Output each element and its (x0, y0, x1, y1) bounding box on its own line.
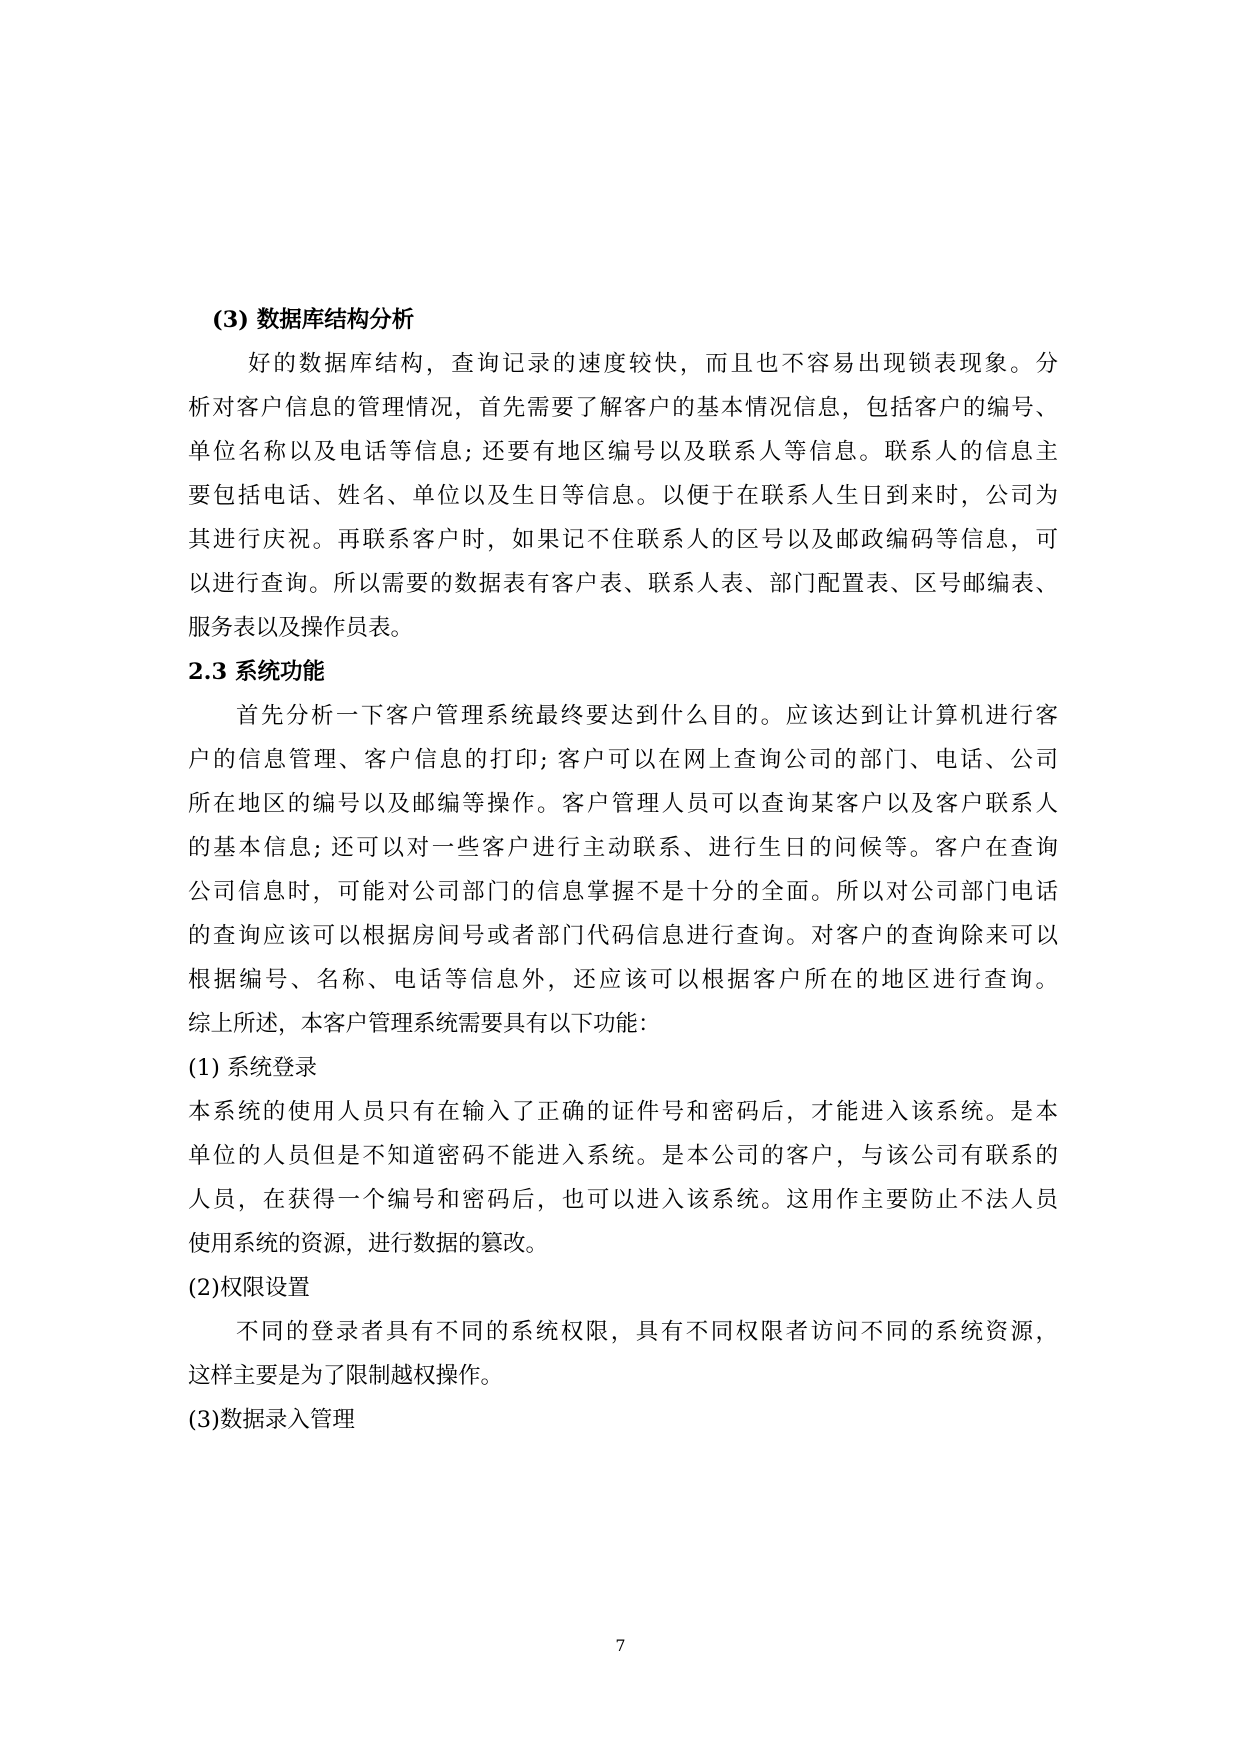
paragraph-line: 好的数据库结构，查询记录的速度较快，而且也不容易出现锁表现象。分 (248, 351, 1058, 377)
paragraph-line: 服务表以及操作员表。 (188, 615, 414, 641)
paragraph-line: 的基本信息; 还可以对一些客户进行主动联系、进行生日的问候等。客户在查询 (188, 835, 1058, 861)
paragraph-line: 其进行庆祝。再联系客户时，如果记不住联系人的区号以及邮政编码等信息，可 (188, 527, 1058, 553)
list-item-heading-login: (1) 系统登录 (188, 1055, 318, 1081)
paragraph-line: 要包括电话、姓名、单位以及生日等信息。以便于在联系人生日到来时，公司为 (188, 483, 1058, 509)
paragraph-line: 以进行查询。所以需要的数据表有客户表、联系人表、部门配置表、区号邮编表、 (188, 571, 1058, 597)
paragraph-line: 综上所述，本客户管理系统需要具有以下功能： (188, 1011, 661, 1037)
paragraph-line: 单位名称以及电话等信息; 还要有地区编号以及联系人等信息。联系人的信息主 (188, 439, 1058, 465)
paragraph-line: 的查询应该可以根据房间号或者部门代码信息进行查询。对客户的查询除来可以 (188, 923, 1058, 949)
paragraph-line: 单位的人员但是不知道密码不能进入系统。是本公司的客户，与该公司有联系的 (188, 1143, 1058, 1169)
list-item-heading-permissions: (2)权限设置 (188, 1275, 310, 1301)
paragraph-line: 不同的登录者具有不同的系统权限，具有不同权限者访问不同的系统资源， (236, 1319, 1058, 1345)
paragraph-line: 这样主要是为了限制越权操作。 (188, 1363, 504, 1389)
paragraph-line: 所在地区的编号以及邮编等操作。客户管理人员可以查询某客户以及客户联系人 (188, 791, 1058, 817)
paragraph-line: 户的信息管理、客户信息的打印; 客户可以在网上查询公司的部门、电话、公司 (188, 747, 1058, 773)
paragraph-line: 使用系统的资源，进行数据的篡改。 (188, 1231, 549, 1257)
paragraph-line: 人员，在获得一个编号和密码后，也可以进入该系统。这用作主要防止不法人员 (188, 1187, 1058, 1213)
paragraph-line: 本系统的使用人员只有在输入了正确的证件号和密码后，才能进入该系统。是本 (188, 1099, 1058, 1125)
paragraph-line: 析对客户信息的管理情况，首先需要了解客户的基本情况信息，包括客户的编号、 (188, 395, 1058, 421)
section-heading-system-functions: 2.3 系统功能 (188, 659, 325, 685)
paragraph-line: 公司信息时，可能对公司部门的信息掌握不是十分的全面。所以对公司部门电话 (188, 879, 1058, 905)
paragraph-line: 首先分析一下客户管理系统最终要达到什么目的。应该达到让计算机进行客 (236, 703, 1058, 729)
page-number: 7 (615, 1636, 626, 1655)
section-heading-database-structure: (3) 数据库结构分析 (212, 307, 415, 333)
document-body (188, 298, 1058, 1442)
paragraph-line: 根据编号、名称、电话等信息外，还应该可以根据客户所在的地区进行查询。 (188, 967, 1058, 993)
list-item-heading-data-entry: (3)数据录入管理 (188, 1407, 355, 1433)
